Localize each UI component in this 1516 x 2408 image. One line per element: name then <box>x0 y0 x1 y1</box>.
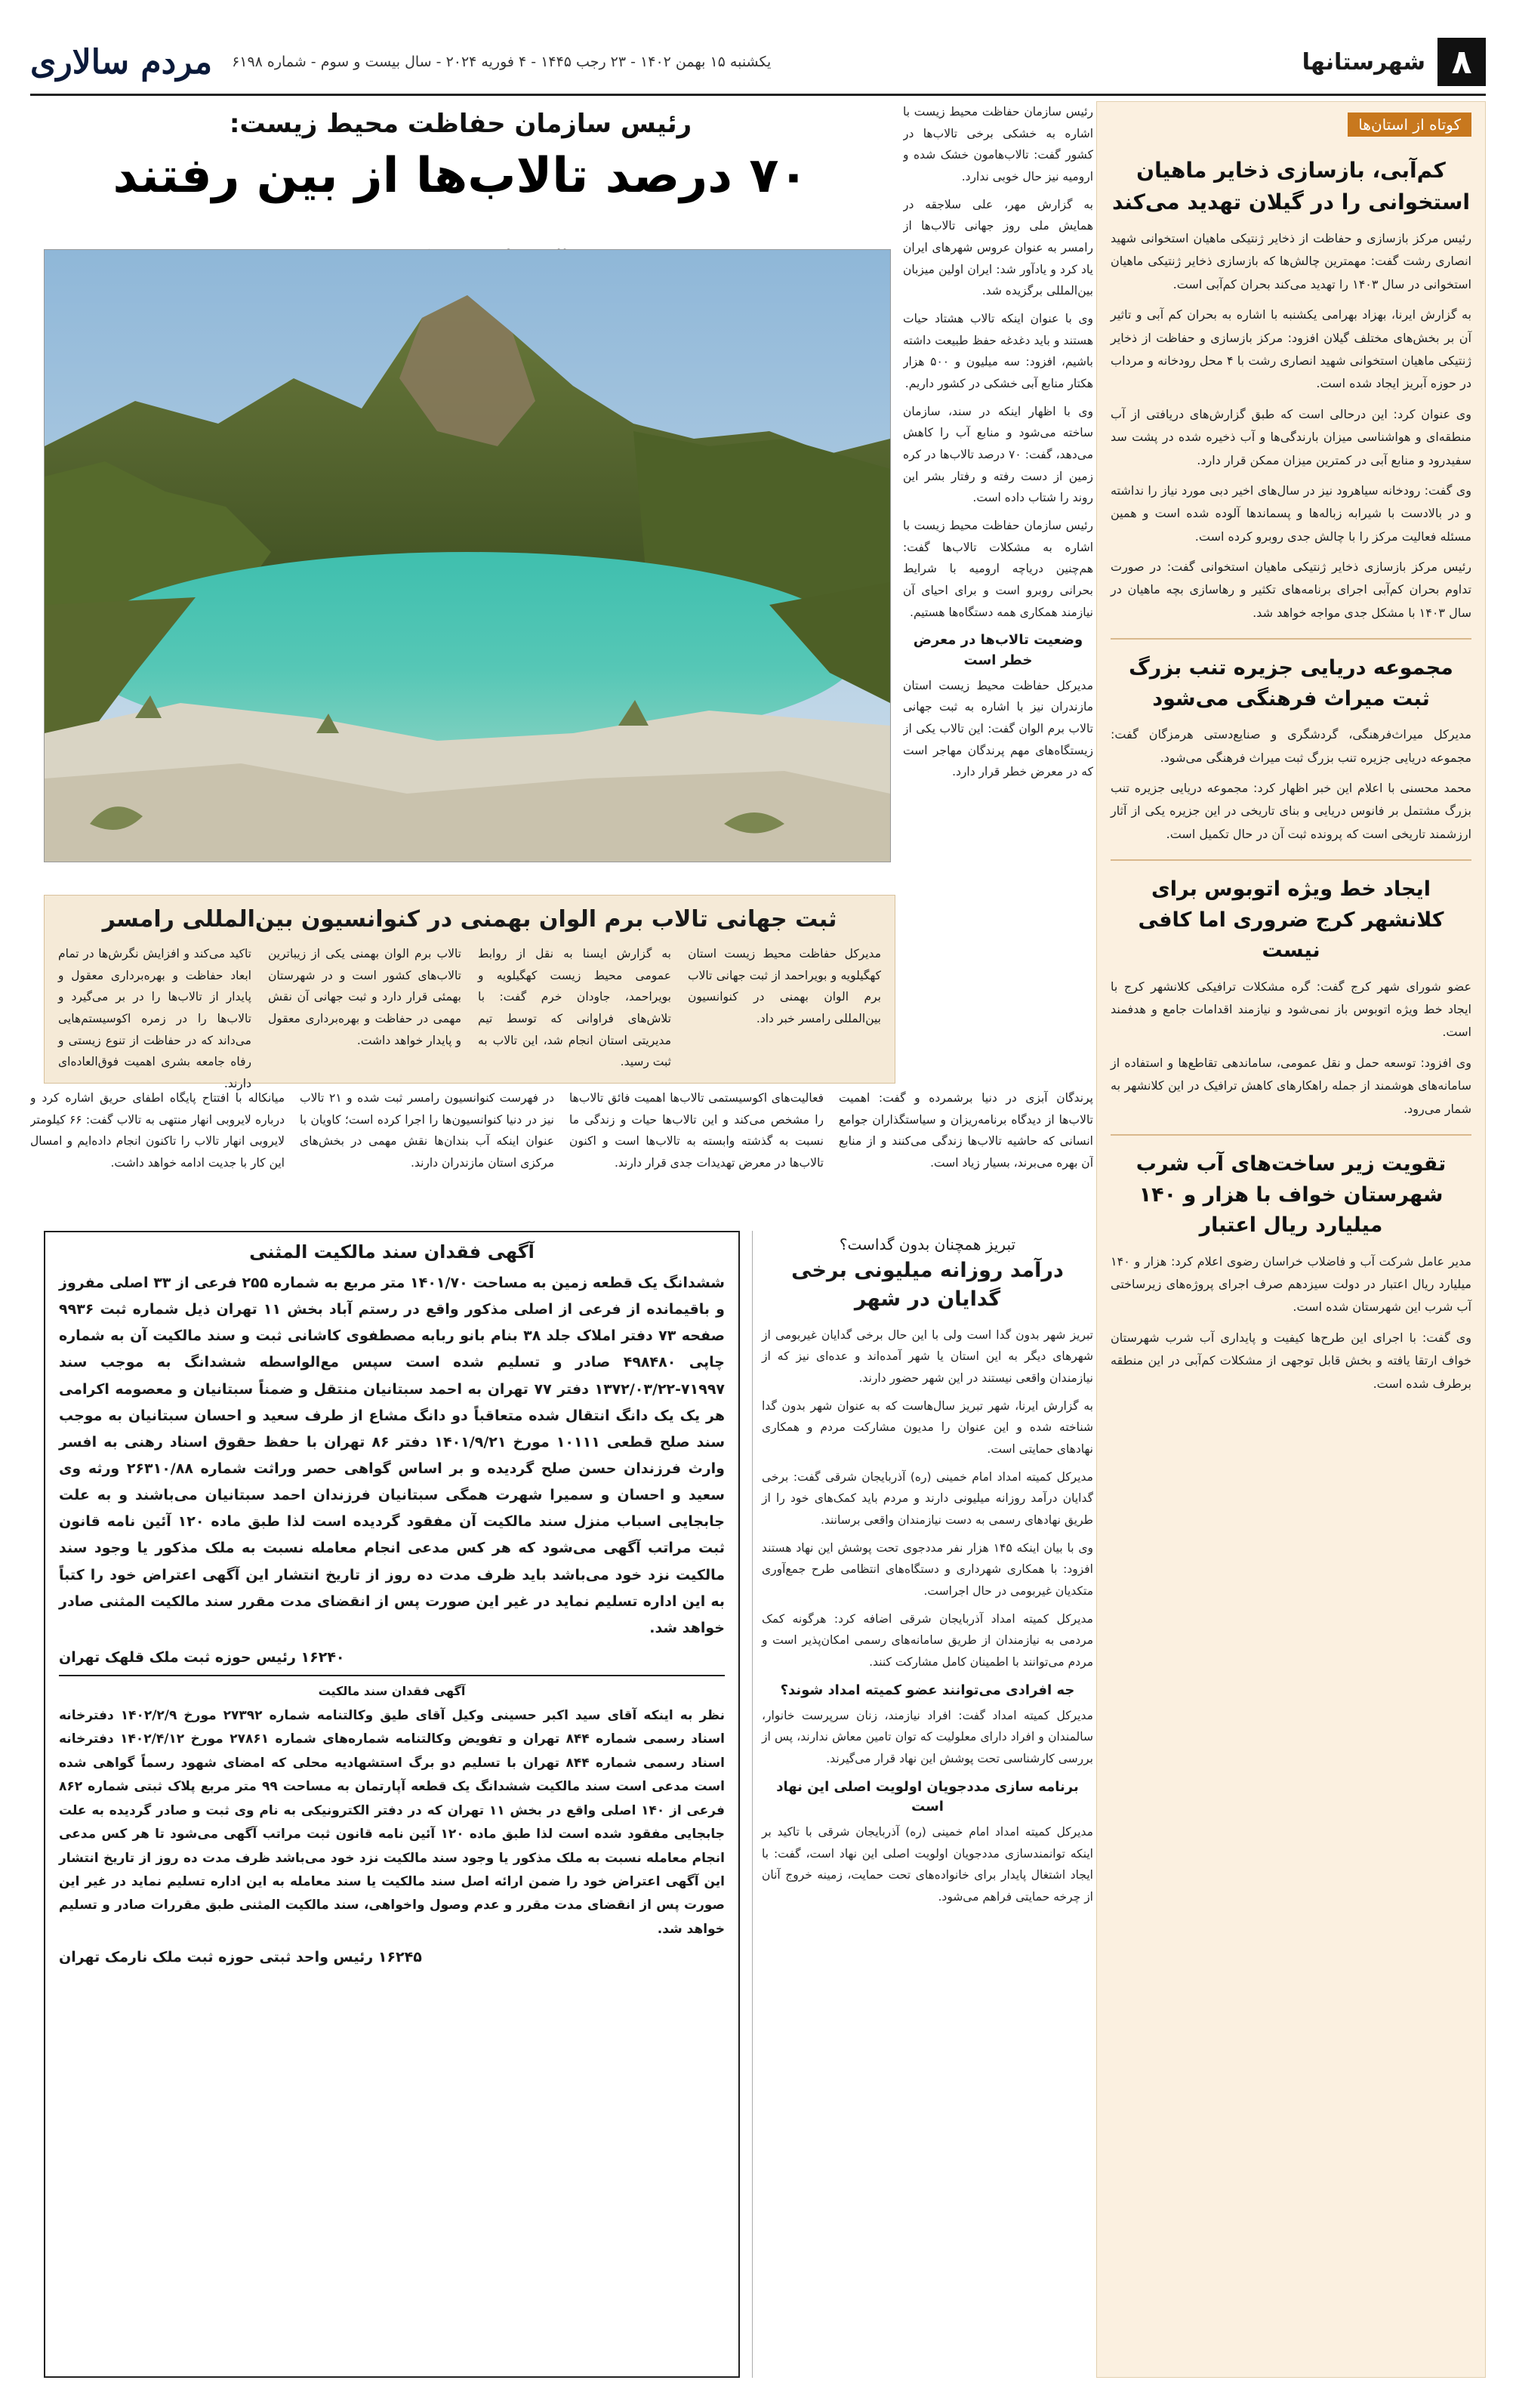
beggars-paragraph: مدیرکل کمیته امداد آذربایجان شرقی اضافه کرد: هرگونه کمک مردمی به نیازمندان از طریق سامانه‌های رسمی امکان‌پذیر است و مردم می‌توانند با اطمینان کامل مشارکت کنند. <box>762 1611 1093 1669</box>
sidebar-paragraph: رئیس مرکز بازسازی و حفاظت از ذخایر ژنتیکی ماهیان استخوانی شهید انصاری رشت گفت: مهمترین چالش‌ها که بازسازی ذخایر ژنتیکی ماهیان استخوانی در سال ۱۴۰۳ را تهدید می‌کند بحران کم‌آبی است. <box>1111 231 1471 291</box>
sidebar-divider <box>1111 638 1471 640</box>
feature-paragraph: مدیرکل حفاظت محیط زیست استان مازندران نیز با اشاره به ثبت جهانی تالاب برم الوان گفت: این تالاب یکی از زیستگاه‌های مهم پرندگان مهاجر است که در معرض خطر قرار دارد. <box>903 678 1093 779</box>
ramsar-paragraph: تالاب برم الوان بهمنی یکی از زیباترین تالاب‌های کشور است و در شهرستان بهمئی قرار دارد و ثبت جهانی آن نقش مهمی در حفاظت و بهره‌برداری معقول و پایدار خواهد داشت. <box>268 947 461 1047</box>
notice-title: آگهی فقدان سند مالکیت المثنی <box>249 1241 535 1263</box>
ramsar-news-box <box>44 895 895 1091</box>
notice-body: نظر به اینکه آقای سید اکبر حسینی وکیل آقای طیق وکالتنامه شماره ۲۷۳۹۲ مورخ ۱۴۰۲/۲/۹ دفترخانه اسناد رسمی شماره ۸۴۴ تهران و تفویض وکالتنامه شماره‌های شماره ۲۷۸۶۱ مورخ ۱۴۰۲/۴/۱۲ دفترخانه اسناد رسمی شماره ۸۴۴ تهران با تسلیم دو برگ استشهادیه محلی که امضای شهود رسماً گواهی شده است مدعی است سند مالکیت ششدانگ یک قطعه آپارتمان به مساحت ۹۹ متر مربع پلاک ثبتی شماره ۸۶۲ فرعی از ۱۴۰ اصلی واقع در بخش ۱۱ تهران که در دفتر الکترونیکی به نام وی ثبت و صادر گردیده به علت جابجایی مفقود شده است لذا طبق ماده ۱۲۰ آئین نامه قانون ثبت مراتب آگهی می‌شود تا هر کس مدعی انجام معامله نسبت به ملک مذکور یا وجود سند مالکیت نزد خود می‌باشد ظرف مدت ده روز از تاریخ انتشار این آگهی اعتراض خود را ضمن ارائه اصل سند مالکیت یا سند معامله به این اداره تسلیم نماید در غیر این صورت پس از انقضای مدت مقرر و عدم وصول واخواهی، سند مالکیت المثنی طبق مقررات صادر و تسلیم خواهد شد. <box>59 1707 725 1937</box>
continuation-paragraph: فعالیت‌های اکوسیستمی تالاب‌ها اهمیت فائق تالاب‌ها را مشخص می‌کند و این تالاب‌ها حیات و زندگی ما نسبت به گذشته وابسته به تالاب‌ها است و اکنون تالاب‌ها در معرض تهدیدات جدی قرار دارند. <box>569 1091 824 1170</box>
page-number: ۸ <box>1437 38 1486 86</box>
beggars-article <box>752 1231 1093 2378</box>
sidebar-paragraph: وی گفت: با اجرای این طرح‌ها کیفیت و پایداری آب شرب شهرستان خواف ارتقا یافته و بخش قابل توجهی از مشکلات کم‌آبی در این منطقه برطرف شده است. <box>1111 1330 1471 1391</box>
notice-title: آگهی فقدان سند مالکیت <box>318 1683 466 1698</box>
beggars-paragraph: مدیرکل کمیته امداد گفت: افراد نیازمند، زنان سرپرست خانوار، سالمندان و افراد دارای معلولیت که توان تامین معاش ندارند، پس از بررسی کارشناسی تحت پوشش این نهاد قرار می‌گیرند. <box>762 1708 1093 1766</box>
continuation-paragraph: پرندگان آبزی در دنیا برشمرده و گفت: اهمیت تالاب‌ها از دیدگاه برنامه‌ریزان و سیاستگذاران جوامع انسانی که حاشیه تالاب‌ها زندگی می‌کنند و از منابع آن بهره می‌برند، بسیار زیاد است. <box>839 1091 1093 1170</box>
headline-kicker: رئیس سازمان حفاظت محیط زیست: <box>229 109 692 139</box>
beggars-paragraph: به گزارش ایرنا، شهر تبریز سال‌هاست که به عنوان شهر بدون گدا شناخته شده و این عنوان را مدیون مشارکت مردم و همکاری نهادهای حمایتی است. <box>762 1398 1093 1456</box>
ramsar-title: ثبت جهانی تالاب برم الوان بهمنی در کنوانسیون بین‌المللی رامسر <box>102 906 837 933</box>
beggars-paragraph: تبریز شهر بدون گدا است ولی با این حال برخی گدایان غیربومی از شهرهای دیگر به این استان یا شهر آمده‌اند و عده‌ای نیز که از نیازمندان واقعی نیستند در این شهر حضور دارند. <box>762 1327 1093 1385</box>
beggars-paragraph: مدیرکل کمیته امداد امام خمینی (ره) آذربایجان شرقی با تاکید بر اینکه توانمندسازی مددجویان اولویت اصلی این نهاد است، گفت: با ایجاد اشتغال پایدار برای خانواده‌های تحت حمایت، زمینه خروج آنان از چرخه حمایتی فراهم می‌شود. <box>762 1824 1093 1904</box>
beggars-paragraph: وی با بیان اینکه ۱۴۵ هزار نفر مددجوی تحت پوشش این نهاد هستند افزود: با همکاری شهرداری و دستگاه‌های انتظامی طرح جمع‌آوری متکدیان غیربومی در حال اجراست. <box>762 1540 1093 1598</box>
beggars-subheading: جه افرادی می‌توانند عضو کمیته امداد شوند؟ <box>780 1682 1075 1698</box>
sidebar-paragraph: رئیس مرکز بازسازی ذخایر ژنتیکی ماهیان استخوانی گفت: در صورت تداوم بحران کم‌آبی اجرای برنامه‌های تکثیر و رهاسازی بچه ماهیان در سال ۱۴۰۳ با مشکل جدی مواجه خواهد شد. <box>1111 560 1471 620</box>
sidebar-tag: کوتاه از استان‌ها <box>1348 113 1471 137</box>
notice-divider <box>59 1675 725 1676</box>
section-name: شهرستانها <box>1302 48 1425 76</box>
feature-paragraph: وی با عنوان اینکه تالاب هشتاد حیات هستند و باید دغدغه حفظ طبیعت داشته باشیم، افزود: سه میلیون و ۵۰۰ هزار هکتار منابع آبی خشکی در کشور داریم. <box>903 312 1093 391</box>
sidebar-divider <box>1111 859 1471 861</box>
notice-signature: ۱۶۲۴۰ رئیس حوزه ثبت ملک قلهک تهران <box>59 1648 345 1666</box>
sidebar-article-title: ایجاد خط ویژه اتوبوس برای کلانشهر کرج ضروری اما کافی نیست <box>1138 877 1444 963</box>
sidebar-article-title: مجموعه دریایی جزیره تنب بزرگ ثبت میراث فرهنگی می‌شود <box>1129 656 1453 711</box>
feature-headline <box>30 101 891 249</box>
sidebar-article-title: تقویت زیر ساخت‌های آب شرب شهرستان خواف با هزار و ۱۴۰ میلیارد ریال اعتبار <box>1135 1152 1447 1238</box>
masthead-right <box>1302 38 1486 86</box>
sidebar-news-briefs <box>1096 101 1486 2378</box>
ramsar-paragraph: مدیرکل حفاظت محیط زیست استان کهگیلویه و بویراحمد از ثبت جهانی تالاب برم الوان بهمنی در کنوانسیون بین‌المللی رامسر خبر داد. <box>688 947 881 1026</box>
beggars-title: درآمد روزانه میلیونی برخی گدایان در شهر <box>791 1259 1064 1311</box>
sidebar-paragraph: وی عنوان کرد: این درحالی است که طبق گزارش‌های دریافتی از آب منطقه‌ای و هواشناسی میزان بارندگی‌ها و آب ذخیره شده در پشت سد سفیدرود و منابع آبی در کمترین میزان ممکن قرار دارد. <box>1111 406 1471 467</box>
ramsar-paragraph: به گزارش ایسنا به نقل از روابط عمومی محیط زیست کهگیلویه و بویراحمد، جاودان خرم گفت: با تلاش‌های فراوانی که توسط تیم مدیریتی استان انجام شد، این تالاب به ثبت رسید. <box>478 947 671 1069</box>
beggars-kicker: تبریز همچنان بدون گداست؟ <box>839 1235 1016 1253</box>
issue-info: یکشنبه ۱۵ بهمن ۱۴۰۲ - ۲۳ رجب ۱۴۴۵ - ۴ فوریه ۲۰۲۴ - سال بیست و سوم - شماره ۶۱۹۸ <box>232 54 772 70</box>
sidebar-paragraph: مدیرکل میراث‌فرهنگی، گردشگری و صنایع‌دستی هرمزگان گفت: مجموعه دریایی جزیره تنب بزرگ ثبت میراث فرهنگی می‌شود. <box>1111 727 1471 765</box>
masthead <box>30 30 1486 96</box>
sidebar-paragraph: وی افزود: توسعه حمل و نقل عمومی، ساماندهی تقاطع‌ها و استفاده از سامانه‌های هوشمند از جمله راهکارهای کاهش ترافیک در این کلانشهر به شمار می‌رود. <box>1111 1055 1471 1116</box>
masthead-left <box>30 43 771 82</box>
feature-continuation <box>30 1087 1093 1223</box>
continuation-paragraph: میانکاله با افتتاح پایگاه اطفای حریق اشاره کرد و درباره لایروبی انهار منتهی به تالاب گفت: ۶۶ کیلومتر لایروبی انهار تالاب را تاکنون انجام داده‌ایم و امسال این کار با جدیت ادامه خواهد داشت. <box>30 1091 285 1170</box>
headline-title: ۷۰ درصد تالاب‌ها از بین رفتند <box>112 148 809 204</box>
notice-body: ششدانگ یک قطعه زمین به مساحت ۱۴۰۱/۷۰ متر مربع به شماره ۲۵۵ فرعی از ۳۳ اصلی مفروز و باقیمانده از فرعی از اصلی مذکور واقع در رستم آباد بخش ۱۱ تهران ذیل شماره ثبت ۹۹۳۶ صفحه ۷۳ دفتر املاک جلد ۳۸ بنام بانو ربابه مصطفوی کاشانی ثبت و سند مالکیت آن به شماره چاپی ۴۹۸۴۸۰ صادر و تسلیم شده است سپس مع‌الواسطه ششدانگ به موجب سند ۷۱۹۹۷-۱۳۷۲/۰۳/۲۲ دفتر ۷۷ تهران به احمد سبتانیان منتقل و ضمناً سبتانیان و معصومه اکرامی هر یک یک دانگ انتقال شده متعاقباً دو دانگ مشاع از طرف سعید و احسان سبتانیان به موجب سند صلح قطعی ۱۰۱۱۱ مورخ ۱۴۰۱/۹/۲۱ دفتر ۸۶ تهران با حفظ حقوق اسناد رهنی به افسر وارث فرزندان حسن صلح گردیده و بر اساس گواهی حصر وراثت شماره ۲۶۳۱۰/۸۸ ورثه وی سعید و احسان و سمیرا شهرت همگی سبتانیان فرزندان احمد سبتانیان می‌باشند و به علت جابجایی اسباب منزل سند مالکیت آن مفقود گردیده است لذا طبق ماده ۱۲۰ آئین نامه قانون ثبت مراتب آگهی می‌شود که هر کس مدعی انجام معامله نسبت به ملک مذکور یا وجود سند مالکیت نزد خود می‌باشد باید ظرف مدت ده روز از تاریخ انتشار این آگهی اعتراض خود را کتباً به این اداره تسلیم نماید در غیر این صورت پس از انقضای مدت مقرر سند مالکیت المثنی صادر خواهد شد. <box>59 1275 726 1636</box>
sidebar-divider <box>1111 1134 1471 1136</box>
ramsar-paragraph: تاکید می‌کند و افزایش نگرش‌ها در تمام ابعاد حفاظت و بهره‌برداری معقول و پایدار از تالاب‌ها را در بر می‌گیرد و تالاب‌ها را در زمره اکوسیستم‌هایی می‌داند که در حفاظت از تنوع زیستی و رفاه جامعه بشری اهمیت فوق‌العاده‌ای دارند. <box>58 947 251 1091</box>
beggars-subheading: برنامه سازی مددجویان اولویت اصلی این نهاد است <box>776 1778 1079 1814</box>
lake-photo <box>44 249 891 862</box>
notice-signature: ۱۶۲۴۵ رئیس واحد ثبتی حوزه ثبت ملک نارمک تهران <box>59 1949 422 1966</box>
feature-text-column <box>903 101 1093 894</box>
feature-paragraph: به گزارش مهر، علی سلاجقه در همایش ملی روز جهانی تالاب‌ها از رامسر به عنوان عروس شهرهای ایران یاد کرد و یادآور شد: ایران اولین میزبان بین‌المللی برگزیده شد. <box>903 197 1093 298</box>
legal-notices-box <box>44 1231 740 2378</box>
feature-paragraph: رئیس سازمان حفاظت محیط زیست با اشاره به مشکلات تالاب‌ها گفت: هم‌چنین دریاچه ارومیه با شرایط بحرانی روبرو است و برای احیای آن نیازمند همکاری همه دستگاه‌ها هستیم. <box>903 519 1093 619</box>
feature-subheading: وضعیت تالاب‌ها در معرض خطر است <box>913 632 1083 668</box>
lake-photo-drawing <box>45 250 890 862</box>
feature-paragraph: وی با اظهار اینکه در سند، سازمان ساخته می‌شود و منابع آب را کاهش می‌دهد، گفت: ۷۰ درصد تالاب‌ها در کره زمین از دست رفته و رفتار بشر این روند را شتاب داده است. <box>903 404 1093 505</box>
continuation-paragraph: در فهرست کنوانسیون رامسر ثبت شده و ۲۱ تالاب نیز در دنیا کنوانسیون‌ها را اجرا کرده است؛ کاویان با عنوان اینکه آب بندان‌ها نقش مهمی در بخش‌های مرکزی استان مازندران دارند. <box>300 1091 554 1170</box>
paper-logo: مردم سالاری <box>30 42 213 82</box>
sidebar-article-title: کم‌آبی، بازسازی ذخایر ماهیان استخوانی را در گیلان تهدید می‌کند <box>1112 158 1470 214</box>
beggars-paragraph: مدیرکل کمیته امداد امام خمینی (ره) آذربایجان شرقی گفت: برخی گدایان درآمد روزانه میلیونی دارند و مردم باید کمک‌های خود را از طریق نهادهای رسمی به دست نیازمندان واقعی برسانند. <box>762 1469 1093 1527</box>
sidebar-paragraph: مدیر عامل شرکت آب و فاضلاب خراسان رضوی اعلام کرد: هزار و ۱۴۰ میلیارد ریال اعتبار در دولت سیزدهم صرف اجرای پروژه‌های زیرساختی آب شرب این شهرستان شده است. <box>1111 1253 1471 1315</box>
sidebar-paragraph: به گزارش ایرنا، بهزاد بهرامی یکشنبه با اشاره به بحران کم آبی و تاثیر آن بر بخش‌های مختلف گیلان افزود: مرکز بازسازی و حفاظت از ذخایر ژنتیکی ماهیان استخوانی شهید انصاری رشت با ۴ محل رودخانه و مرداب در حوزه آبریز ایجاد شده است. <box>1111 307 1471 391</box>
ramsar-columns <box>58 943 881 1095</box>
sidebar-paragraph: محمد محسنی با اعلام این خبر اظهار کرد: مجموعه دریایی جزیره تنب بزرگ مشتمل بر فانوس دریایی و بنای تاریخی در این جزیره یکی از آثار ارزشمند تاریخی است که پرونده ثبت آن در حال تکمیل است. <box>1111 781 1471 841</box>
sidebar-paragraph: عضو شورای شهر کرج گفت: گره مشکلات ترافیکی کلانشهر کرج با ایجاد خط ویژه اتوبوس باز نمی‌شود و نیازمند اقدامات جامع و هدفمند است. <box>1111 979 1471 1040</box>
feature-paragraph: رئیس سازمان حفاظت محیط زیست با اشاره به خشکی برخی تالاب‌ها در کشور گفت: تالاب‌هامون خشک شده و ارومیه نیز حال خوبی ندارد. <box>903 105 1093 184</box>
sidebar-paragraph: وی گفت: رودخانه سیاهرود نیز در سال‌های اخیر دبی مورد نیاز را نداشته و در بالادست با شیرابه زباله‌ها و پسماندها آلوده شده است و همین مسئله فعالیت مرکز را با چالش جدی روبرو کرده است. <box>1111 483 1471 544</box>
